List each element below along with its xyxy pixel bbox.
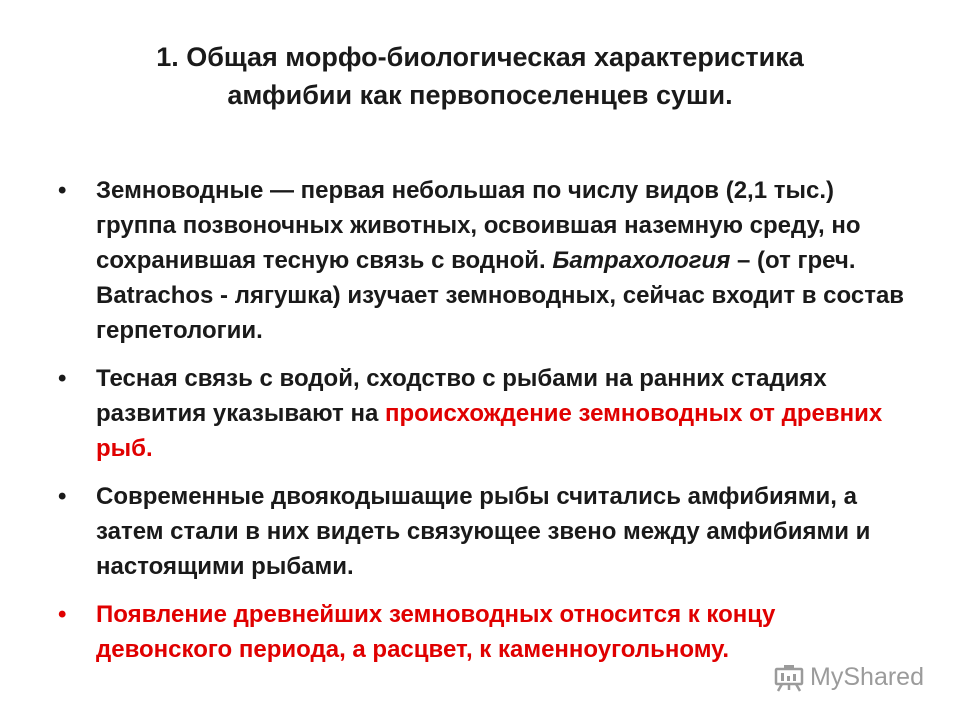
bullet-text: Земноводные — первая небольшая по числу видов (2,1 тыс.) группа позвоночных животных, освоившая наземную среду, но сохранившая тесную связь с водной. xyxy=(96,177,861,274)
bullet-text: Современные двоякодышащие рыбы считались амфибиями, а затем стали в них видеть связующее звено между амфибиями и настоящими рыбами. xyxy=(96,483,871,580)
presentation-board-icon xyxy=(774,664,804,692)
slide-title-line-1: 1. Общая морфо-биологическая характеристика xyxy=(156,42,804,72)
bullet-marker: • xyxy=(58,177,67,204)
bullet-marker: • xyxy=(58,365,67,392)
slide-title-line-2: амфибии как первопоселенцев суши. xyxy=(227,80,733,110)
bullet-highlight: Появление древнейших земноводных относится к концу девонского периода, а расцвет, к каменноугольному. xyxy=(96,601,776,663)
bullet-item-1 xyxy=(58,173,908,348)
bullet-marker: • xyxy=(58,601,67,628)
bullet-marker: • xyxy=(58,483,67,510)
bullet-item-3 xyxy=(58,479,908,584)
slide-title xyxy=(60,38,900,114)
watermark xyxy=(774,663,924,692)
bullet-italic-term: Батрахология xyxy=(552,247,731,274)
bullet-item-4 xyxy=(58,597,908,667)
bullet-item-2 xyxy=(58,361,908,466)
bullet-text-continued: – (от греч. Batrachos - лягушка) изучает земноводных, сейчас входит в состав герпетологии. xyxy=(96,247,905,344)
bullet-text: Тесная связь с водой, сходство с рыбами на ранних стадиях развития указывают на xyxy=(96,365,827,427)
bullet-list xyxy=(58,173,908,680)
watermark-text: MyShared xyxy=(810,663,924,691)
bullet-highlight: происхождение земноводных от древних рыб. xyxy=(96,400,883,462)
